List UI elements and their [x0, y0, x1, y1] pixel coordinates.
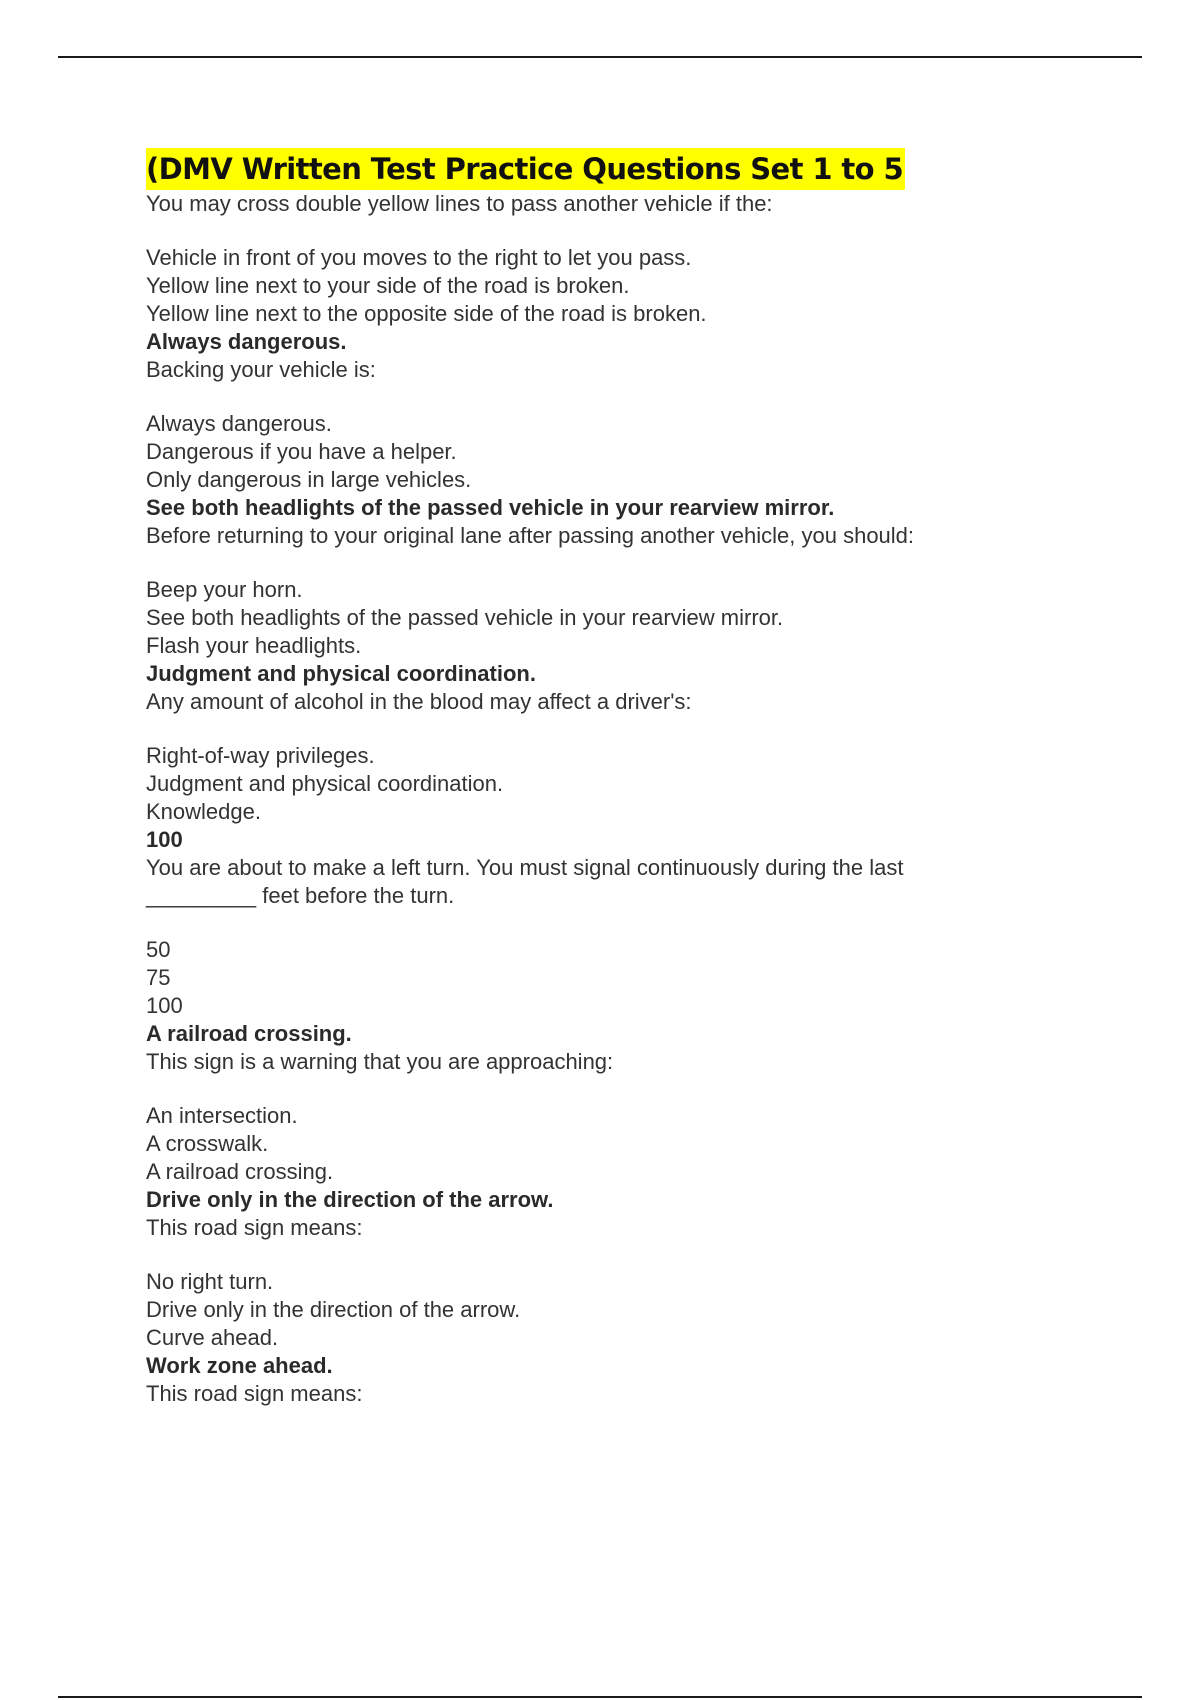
spacer: [146, 1076, 1046, 1102]
answer-option: See both headlights of the passed vehicle in your rearview mirror.: [146, 605, 784, 630]
page-title: (DMV Written Test Practice Questions Set 1 to 5: [146, 148, 905, 190]
spacer: [146, 550, 1046, 576]
correct-answer: Judgment and physical coordination.: [146, 661, 536, 686]
answer-option: Drive only in the direction of the arrow.: [146, 1297, 521, 1322]
answer-option: Judgment and physical coordination.: [146, 771, 504, 796]
correct-answer: Always dangerous.: [146, 329, 347, 354]
answer-option: Curve ahead.: [146, 1325, 279, 1350]
correct-answer: A railroad crossing.: [146, 1021, 352, 1046]
answer-option: Beep your horn.: [146, 577, 303, 602]
correct-answer: 100: [146, 827, 183, 852]
answer-option: 100: [146, 993, 183, 1018]
spacer: [146, 910, 1046, 936]
answer-option: An intersection.: [146, 1103, 298, 1128]
answer-option: Knowledge.: [146, 799, 261, 824]
correct-answer: See both headlights of the passed vehicle in your rearview mirror.: [146, 495, 835, 520]
spacer: [146, 218, 1046, 244]
answer-option: No right turn.: [146, 1269, 274, 1294]
question-text: Before returning to your original lane after passing another vehicle, you should:: [146, 523, 915, 548]
question-text: You may cross double yellow lines to pass another vehicle if the:: [146, 191, 773, 216]
answer-option: Flash your headlights.: [146, 633, 362, 658]
title-row: [146, 148, 1046, 190]
question-text: This sign is a warning that you are approaching:: [146, 1049, 614, 1074]
answer-option: Only dangerous in large vehicles.: [146, 467, 472, 492]
answer-option: Always dangerous.: [146, 411, 332, 436]
answer-option: 75: [146, 965, 171, 990]
top-rule: [58, 56, 1142, 58]
question-text-line-2: _________ feet before the turn.: [146, 883, 455, 908]
question-text: This road sign means:: [146, 1215, 363, 1240]
answer-option: Dangerous if you have a helper.: [146, 439, 457, 464]
answer-option: Right-of-way privileges.: [146, 743, 375, 768]
spacer: [146, 384, 1046, 410]
question-text-line-1: You are about to make a left turn. You must signal continuously during the last: [146, 855, 904, 880]
document-body: [146, 148, 1046, 1408]
question-text: Backing your vehicle is:: [146, 357, 376, 382]
spacer: [146, 1242, 1046, 1268]
spacer: [146, 716, 1046, 742]
answer-option: 50: [146, 937, 171, 962]
answer-option: A railroad crossing.: [146, 1159, 334, 1184]
question-text: This road sign means:: [146, 1381, 363, 1406]
answer-option: Yellow line next to the opposite side of the road is broken.: [146, 301, 707, 326]
correct-answer: Work zone ahead.: [146, 1353, 333, 1378]
answer-option: A crosswalk.: [146, 1131, 269, 1156]
answer-option: Vehicle in front of you moves to the right to let you pass.: [146, 245, 692, 270]
bottom-rule: [58, 1696, 1142, 1698]
correct-answer: Drive only in the direction of the arrow.: [146, 1187, 554, 1212]
question-text: Any amount of alcohol in the blood may affect a driver's:: [146, 689, 692, 714]
answer-option: Yellow line next to your side of the road is broken.: [146, 273, 630, 298]
